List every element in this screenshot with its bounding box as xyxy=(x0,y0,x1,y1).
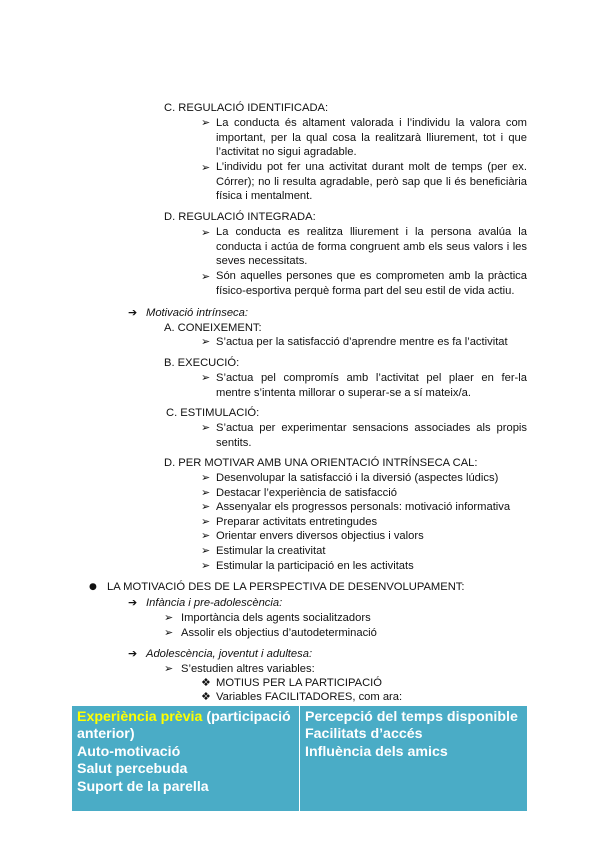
table-cell: Auto-motivació xyxy=(77,743,181,760)
paragraph: L’individu pot fer una activitat durant molt de temps (per ex. Córrer); no li resulta agradable, però sap que li és beneficiària física i mentalment. xyxy=(216,161,527,203)
arrowhead-bullet-icon: ➢ xyxy=(164,626,174,639)
paragraph: La conducta es realitza lliurement i la persona avalúa la conducta i actúa de forma congruent amb els seus valors i les seves necessitats. xyxy=(216,226,527,268)
paragraph: La conducta és altament valorada i l’individu la valora com important, per la qual cosa la realitzarà lliurement, tot i que l’activitat no sigui agradable. xyxy=(216,117,527,159)
subheading-adolescencia: Adolescència, joventut i adultesa: xyxy=(146,648,313,660)
arrow-bullet-icon: ➔ xyxy=(128,596,138,609)
arrowhead-bullet-icon: ➢ xyxy=(201,486,211,499)
arrowhead-bullet-icon: ➢ xyxy=(201,270,211,283)
arrow-bullet-icon: ➔ xyxy=(128,647,138,660)
list-item: MOTIUS PER LA PARTICIPACIÓ xyxy=(216,677,382,689)
table-cell: Salut percebuda xyxy=(77,761,188,778)
table-cell: Facilitats d’accés xyxy=(305,726,423,743)
heading-execucio: B. EXECUCIÓ: xyxy=(164,357,240,369)
table-cell-text: (participació anterior) xyxy=(77,709,291,743)
arrowhead-bullet-icon: ➢ xyxy=(201,116,211,129)
heading-regulacio-integrada: D. REGULACIÓ INTEGRADA: xyxy=(164,211,316,223)
heading-desenvolupament: LA MOTIVACIÓ DES DE LA PERSPECTIVA DE DESENVOLUPAMENT: xyxy=(107,581,465,593)
arrowhead-bullet-icon: ➢ xyxy=(201,161,211,174)
arrowhead-bullet-icon: ➢ xyxy=(201,559,211,572)
list-item: Orientar envers diversos objectius i valors xyxy=(216,530,424,542)
heading-regulacio-identificada: C. REGULACIÓ IDENTIFICADA: xyxy=(164,102,329,114)
list-item: Destacar l’experiència de satisfacció xyxy=(216,487,397,499)
paragraph: S’actua pel compromís amb l’activitat pel plaer en fer-la mentre s’intenta millorar o superar-se a sí mateix/a. xyxy=(216,372,527,399)
paragraph: S’actua per la satisfacció d’aprendre mentre es fa l’activitat xyxy=(216,336,508,348)
list-item: Assolir els objectius d’autodeterminació xyxy=(181,627,377,639)
arrowhead-bullet-icon: ➢ xyxy=(164,611,174,624)
subheading-motivacio-intrinseca: Motivació intrínseca: xyxy=(146,307,248,319)
paragraph: Són aquelles persones que es comprometen amb la pràctica físico-esportiva perquè forma part del seu estil de vida actiu. xyxy=(216,270,527,297)
subheading-infancia: Infància i pre-adolescència: xyxy=(146,597,283,609)
arrowhead-bullet-icon: ➢ xyxy=(201,500,211,513)
arrowhead-bullet-icon: ➢ xyxy=(201,371,211,384)
diamond-bullet-icon: ❖ xyxy=(201,690,211,703)
table-column-right xyxy=(300,706,527,811)
list-item: Assenyalar els progressos personals: motivació informativa xyxy=(216,501,511,513)
arrowhead-bullet-icon: ➢ xyxy=(201,515,211,528)
arrowhead-bullet-icon: ➢ xyxy=(164,662,174,675)
list-item: Variables FACILITADORES, com ara: xyxy=(216,691,403,703)
disc-bullet-icon: ● xyxy=(89,582,97,592)
list-item: S’estudien altres variables: xyxy=(181,663,315,675)
list-item: Estimular la participació en les activitats xyxy=(216,560,414,572)
table-cell xyxy=(77,709,294,744)
list-item: Preparar activitats entretingudes xyxy=(216,516,378,528)
arrowhead-bullet-icon: ➢ xyxy=(201,335,211,348)
table-cell: Influència dels amics xyxy=(305,743,448,760)
diamond-bullet-icon: ❖ xyxy=(201,676,211,689)
list-item: Estimular la creativitat xyxy=(216,545,326,557)
facilitators-table xyxy=(72,706,527,811)
heading-per-motivar: D. PER MOTIVAR AMB UNA ORIENTACIÓ INTRÍNSECA CAL: xyxy=(164,457,478,469)
table-cell: Percepció del temps disponible xyxy=(305,709,518,725)
arrowhead-bullet-icon: ➢ xyxy=(201,544,211,557)
paragraph: S’actua per experimentar sensacions associades als propis sentits. xyxy=(216,422,527,449)
heading-coneixement: A. CONEIXEMENT: xyxy=(164,322,262,334)
table-cell: Suport de la parella xyxy=(77,778,209,795)
heading-estimulacio: C. ESTIMULACIÓ: xyxy=(166,407,260,419)
table-column-left xyxy=(72,706,300,811)
arrowhead-bullet-icon: ➢ xyxy=(201,471,211,484)
list-item: Importància dels agents socialitzadors xyxy=(181,612,371,624)
list-item: Desenvolupar la satisfacció i la diversió (aspectes lúdics) xyxy=(216,472,499,484)
arrowhead-bullet-icon: ➢ xyxy=(201,226,211,239)
arrow-bullet-icon: ➔ xyxy=(128,306,138,319)
highlighted-text: Experiència prèvia xyxy=(77,709,203,725)
arrowhead-bullet-icon: ➢ xyxy=(201,529,211,542)
arrowhead-bullet-icon: ➢ xyxy=(201,421,211,434)
